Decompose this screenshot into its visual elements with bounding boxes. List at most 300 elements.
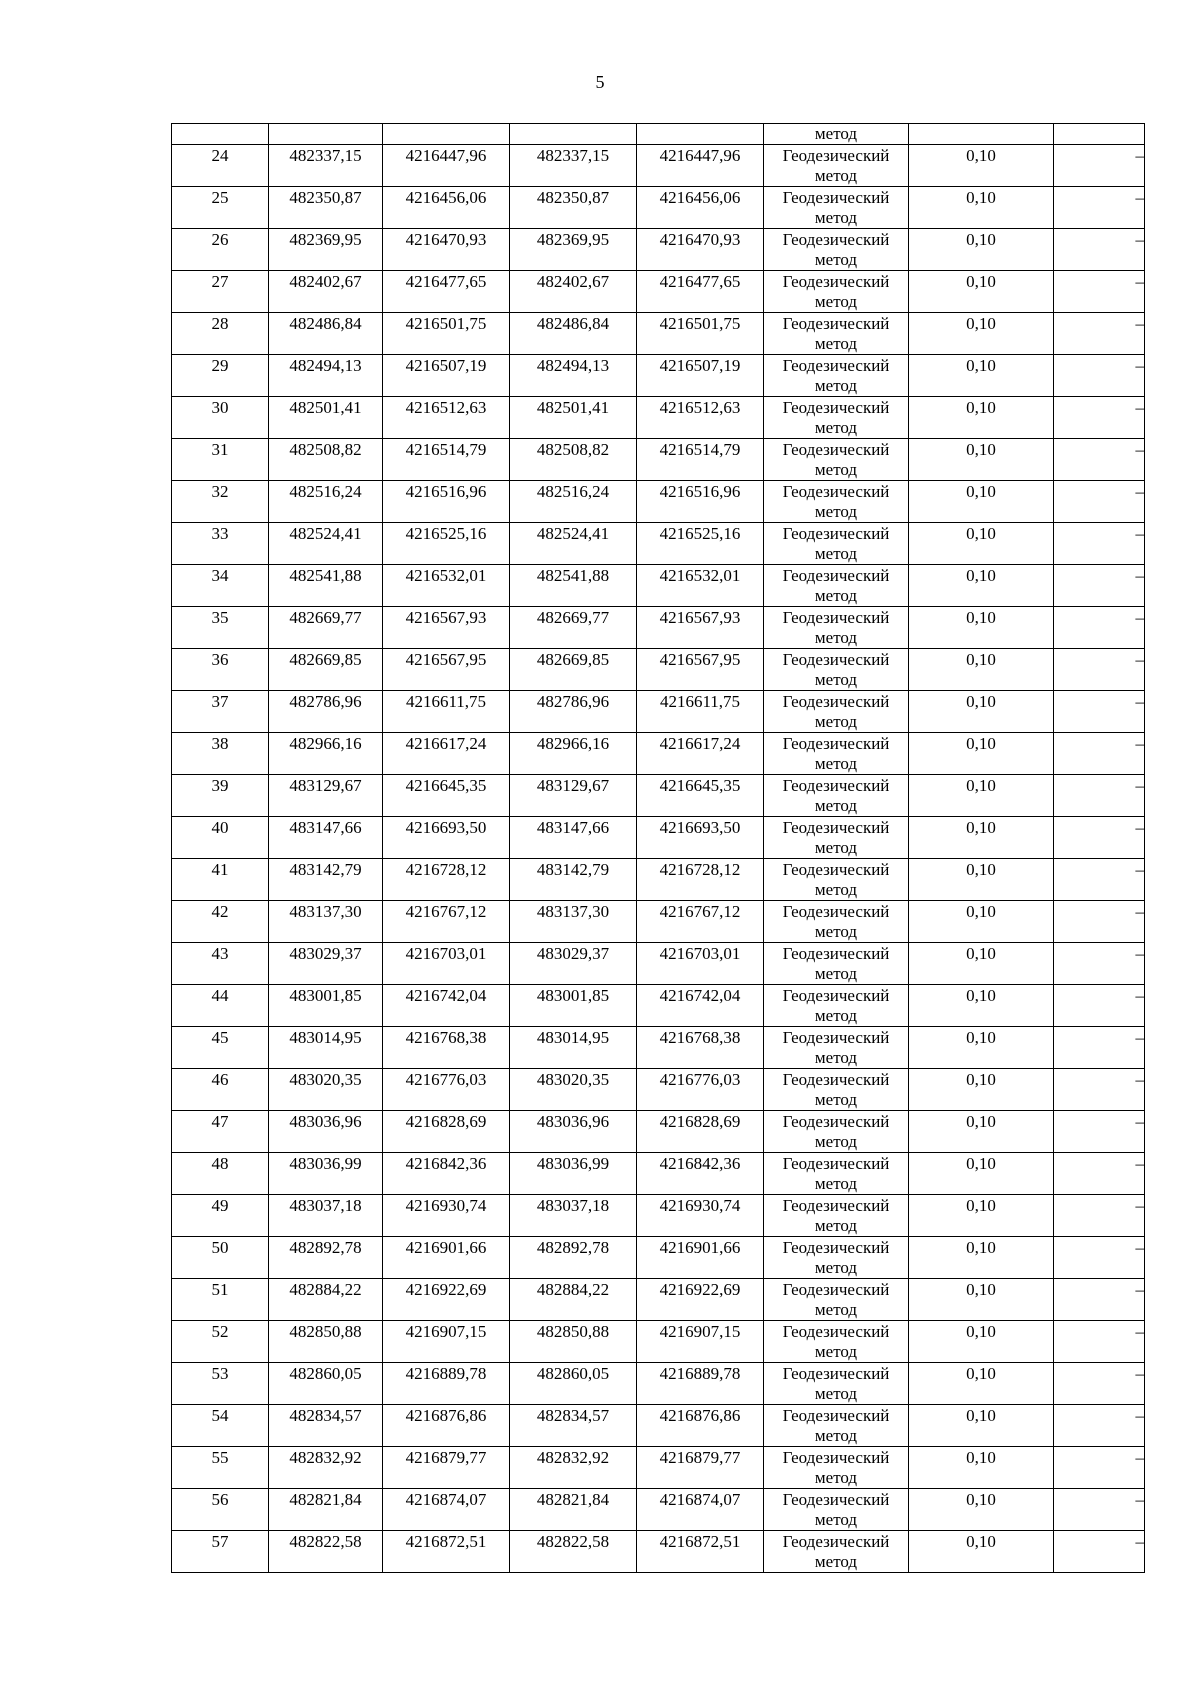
cell-y-refined: 4216501,75 xyxy=(637,313,764,355)
cell-accuracy: 0,10 xyxy=(909,1279,1054,1321)
cell-x-refined: 482494,13 xyxy=(510,355,637,397)
cell-x-existing: 482860,05 xyxy=(269,1363,383,1405)
method-line-1: Геодезический xyxy=(782,1322,890,1341)
method-line-1: Геодезический xyxy=(782,1406,890,1425)
method-line-1: Геодезический xyxy=(782,734,890,753)
method-line-1: Геодезический xyxy=(782,566,890,585)
cell-method xyxy=(764,187,909,229)
method-line-1: Геодезический xyxy=(782,650,890,669)
cell-x-refined: 482884,22 xyxy=(510,1279,637,1321)
cell-y-existing: 4216470,93 xyxy=(383,229,510,271)
cell-x-refined: 483036,96 xyxy=(510,1111,637,1153)
cell-x-existing: 482516,24 xyxy=(269,481,383,523)
cell-y-refined: 4216477,65 xyxy=(637,271,764,313)
cell-last: – xyxy=(1054,607,1145,649)
cell-accuracy: 0,10 xyxy=(909,775,1054,817)
cell-y-refined: 4216507,19 xyxy=(637,355,764,397)
cell-x-refined: 482669,77 xyxy=(510,607,637,649)
table-row xyxy=(172,481,1145,523)
cell-method xyxy=(764,145,909,187)
method-line-1: Геодезический xyxy=(782,1196,890,1215)
cell-x-existing: 482350,87 xyxy=(269,187,383,229)
cell-accuracy: 0,10 xyxy=(909,439,1054,481)
method-line-1: Геодезический xyxy=(782,902,890,921)
cell-x-existing: 483137,30 xyxy=(269,901,383,943)
table-row xyxy=(172,691,1145,733)
cell-method xyxy=(764,1237,909,1279)
cell-x-existing: 482822,58 xyxy=(269,1531,383,1573)
method-line-1: Геодезический xyxy=(782,1490,890,1509)
cell-point-number: 50 xyxy=(172,1237,269,1279)
cell-last: – xyxy=(1054,1489,1145,1531)
method-line-1: Геодезический xyxy=(782,272,890,291)
cell-accuracy: 0,10 xyxy=(909,691,1054,733)
cell-last: – xyxy=(1054,313,1145,355)
cell-y-existing: 4216776,03 xyxy=(383,1069,510,1111)
cell-y-existing: 4216742,04 xyxy=(383,985,510,1027)
table-row xyxy=(172,1321,1145,1363)
cell-last: – xyxy=(1054,1237,1145,1279)
cell-accuracy: 0,10 xyxy=(909,1111,1054,1153)
cell-y-refined: 4216907,15 xyxy=(637,1321,764,1363)
cell-point-number: 32 xyxy=(172,481,269,523)
cell-accuracy: 0,10 xyxy=(909,271,1054,313)
cell-point-number: 51 xyxy=(172,1279,269,1321)
cell-x-existing: 482541,88 xyxy=(269,565,383,607)
cell-x-refined: 482966,16 xyxy=(510,733,637,775)
cell-x-existing: 483142,79 xyxy=(269,859,383,901)
method-line-2: метод xyxy=(814,838,858,857)
cell-x-refined: 482860,05 xyxy=(510,1363,637,1405)
method-line-2: метод xyxy=(814,586,858,605)
cell-accuracy: 0,10 xyxy=(909,1321,1054,1363)
cell-y-existing: 4216512,63 xyxy=(383,397,510,439)
cell-x-existing: 482524,41 xyxy=(269,523,383,565)
cell-y-existing: 4216456,06 xyxy=(383,187,510,229)
cell-empty xyxy=(172,124,269,145)
method-line-2: метод xyxy=(814,712,858,731)
cell-y-refined: 4216525,16 xyxy=(637,523,764,565)
cell-y-existing: 4216930,74 xyxy=(383,1195,510,1237)
cell-y-existing: 4216876,86 xyxy=(383,1405,510,1447)
table-row xyxy=(172,145,1145,187)
method-line-2: метод xyxy=(814,628,858,647)
cell-method xyxy=(764,271,909,313)
table-row xyxy=(172,943,1145,985)
cell-y-existing: 4216872,51 xyxy=(383,1531,510,1573)
method-line-2: метод xyxy=(814,376,858,395)
cell-y-refined: 4216742,04 xyxy=(637,985,764,1027)
cell-method xyxy=(764,1195,909,1237)
cell-y-existing: 4216501,75 xyxy=(383,313,510,355)
cell-method xyxy=(764,1111,909,1153)
cell-point-number: 54 xyxy=(172,1405,269,1447)
table-row xyxy=(172,733,1145,775)
cell-y-existing: 4216507,19 xyxy=(383,355,510,397)
method-line-1: Геодезический xyxy=(782,1238,890,1257)
cell-last: – xyxy=(1054,1195,1145,1237)
cell-x-refined: 482337,15 xyxy=(510,145,637,187)
cell-x-existing: 483036,96 xyxy=(269,1111,383,1153)
cell-y-existing: 4216532,01 xyxy=(383,565,510,607)
cell-method xyxy=(764,1363,909,1405)
cell-accuracy: 0,10 xyxy=(909,1489,1054,1531)
cell-method xyxy=(764,565,909,607)
method-line-1: Геодезический xyxy=(782,1154,890,1173)
cell-y-existing: 4216889,78 xyxy=(383,1363,510,1405)
table-row xyxy=(172,565,1145,607)
method-line-2: метод xyxy=(814,1426,858,1445)
cell-last: – xyxy=(1054,901,1145,943)
table-row xyxy=(172,649,1145,691)
cell-accuracy: 0,10 xyxy=(909,145,1054,187)
table-row xyxy=(172,1027,1145,1069)
method-line-1: Геодезический xyxy=(782,944,890,963)
method-line-1: Геодезический xyxy=(782,1448,890,1467)
method-line-2: метод xyxy=(814,1300,858,1319)
method-line-2: метод xyxy=(814,1090,858,1109)
table-row xyxy=(172,775,1145,817)
table-row xyxy=(172,271,1145,313)
cell-method xyxy=(764,775,909,817)
method-line-1: Геодезический xyxy=(782,356,890,375)
cell-x-refined: 482834,57 xyxy=(510,1405,637,1447)
cell-point-number: 43 xyxy=(172,943,269,985)
cell-point-number: 24 xyxy=(172,145,269,187)
cell-y-refined: 4216532,01 xyxy=(637,565,764,607)
table-row xyxy=(172,439,1145,481)
cell-y-existing: 4216901,66 xyxy=(383,1237,510,1279)
cell-x-existing: 482832,92 xyxy=(269,1447,383,1489)
cell-x-existing: 483001,85 xyxy=(269,985,383,1027)
cell-point-number: 46 xyxy=(172,1069,269,1111)
cell-x-existing: 482669,85 xyxy=(269,649,383,691)
cell-x-existing: 482486,84 xyxy=(269,313,383,355)
method-line-2: метод xyxy=(814,922,858,941)
cell-accuracy: 0,10 xyxy=(909,607,1054,649)
cell-accuracy: 0,10 xyxy=(909,733,1054,775)
cell-last: – xyxy=(1054,985,1145,1027)
cell-point-number: 29 xyxy=(172,355,269,397)
cell-method xyxy=(764,1447,909,1489)
cell-last: – xyxy=(1054,271,1145,313)
cell-y-refined: 4216842,36 xyxy=(637,1153,764,1195)
cell-point-number: 27 xyxy=(172,271,269,313)
cell-accuracy: 0,10 xyxy=(909,1195,1054,1237)
cell-point-number: 26 xyxy=(172,229,269,271)
method-line-2: метод xyxy=(814,1342,858,1361)
cell-last: – xyxy=(1054,439,1145,481)
cell-empty xyxy=(510,124,637,145)
cell-x-existing: 482501,41 xyxy=(269,397,383,439)
cell-method xyxy=(764,649,909,691)
cell-x-existing: 482850,88 xyxy=(269,1321,383,1363)
cell-point-number: 57 xyxy=(172,1531,269,1573)
table-body xyxy=(172,124,1145,1573)
method-line-1: Геодезический xyxy=(782,1070,890,1089)
cell-x-existing: 482966,16 xyxy=(269,733,383,775)
cell-y-existing: 4216645,35 xyxy=(383,775,510,817)
cell-y-refined: 4216611,75 xyxy=(637,691,764,733)
cell-point-number: 31 xyxy=(172,439,269,481)
cell-x-refined: 483036,99 xyxy=(510,1153,637,1195)
cell-method xyxy=(764,355,909,397)
cell-x-refined: 482516,24 xyxy=(510,481,637,523)
cell-x-refined: 482350,87 xyxy=(510,187,637,229)
cell-x-refined: 483037,18 xyxy=(510,1195,637,1237)
cell-y-refined: 4216879,77 xyxy=(637,1447,764,1489)
cell-method xyxy=(764,817,909,859)
cell-y-refined: 4216872,51 xyxy=(637,1531,764,1573)
table-row xyxy=(172,397,1145,439)
cell-last: – xyxy=(1054,565,1145,607)
cell-point-number: 38 xyxy=(172,733,269,775)
table-row xyxy=(172,1237,1145,1279)
table-row xyxy=(172,1279,1145,1321)
table-row xyxy=(172,187,1145,229)
method-line-2: метод xyxy=(814,208,858,227)
cell-point-number: 53 xyxy=(172,1363,269,1405)
cell-y-refined: 4216567,95 xyxy=(637,649,764,691)
cell-y-refined: 4216645,35 xyxy=(637,775,764,817)
cell-x-existing: 482892,78 xyxy=(269,1237,383,1279)
cell-y-existing: 4216516,96 xyxy=(383,481,510,523)
cell-x-refined: 483147,66 xyxy=(510,817,637,859)
cell-accuracy: 0,10 xyxy=(909,355,1054,397)
cell-accuracy: 0,10 xyxy=(909,187,1054,229)
cell-last: – xyxy=(1054,145,1145,187)
method-line-2: метод xyxy=(814,1216,858,1235)
coordinates-table xyxy=(171,123,1145,1573)
cell-accuracy: 0,10 xyxy=(909,985,1054,1027)
method-line-2: метод xyxy=(814,1468,858,1487)
method-line-1: Геодезический xyxy=(782,398,890,417)
cell-y-refined: 4216516,96 xyxy=(637,481,764,523)
table-row xyxy=(172,1069,1145,1111)
cell-point-number: 56 xyxy=(172,1489,269,1531)
cell-last: – xyxy=(1054,229,1145,271)
cell-accuracy: 0,10 xyxy=(909,1363,1054,1405)
cell-y-existing: 4216874,07 xyxy=(383,1489,510,1531)
table-row xyxy=(172,1447,1145,1489)
cell-method xyxy=(764,1279,909,1321)
cell-y-refined: 4216447,96 xyxy=(637,145,764,187)
cell-method xyxy=(764,985,909,1027)
cell-method xyxy=(764,1405,909,1447)
table-row-continuation xyxy=(172,124,1145,145)
cell-point-number: 55 xyxy=(172,1447,269,1489)
table-row xyxy=(172,523,1145,565)
cell-method xyxy=(764,439,909,481)
cell-y-refined: 4216922,69 xyxy=(637,1279,764,1321)
cell-y-existing: 4216525,16 xyxy=(383,523,510,565)
cell-x-existing: 482669,77 xyxy=(269,607,383,649)
cell-y-existing: 4216611,75 xyxy=(383,691,510,733)
cell-y-existing: 4216879,77 xyxy=(383,1447,510,1489)
cell-accuracy: 0,10 xyxy=(909,1405,1054,1447)
method-line-2: метод xyxy=(814,418,858,437)
cell-y-existing: 4216514,79 xyxy=(383,439,510,481)
table-row xyxy=(172,229,1145,271)
cell-x-refined: 483029,37 xyxy=(510,943,637,985)
method-line-1: Геодезический xyxy=(782,1028,890,1047)
cell-y-refined: 4216456,06 xyxy=(637,187,764,229)
cell-y-refined: 4216889,78 xyxy=(637,1363,764,1405)
cell-last: – xyxy=(1054,523,1145,565)
cell-last: – xyxy=(1054,943,1145,985)
cell-accuracy: 0,10 xyxy=(909,565,1054,607)
cell-x-existing: 483147,66 xyxy=(269,817,383,859)
cell-y-refined: 4216512,63 xyxy=(637,397,764,439)
method-line-2: метод xyxy=(814,1048,858,1067)
method-line-1: Геодезический xyxy=(782,1112,890,1131)
cell-y-existing: 4216477,65 xyxy=(383,271,510,313)
cell-x-existing: 483020,35 xyxy=(269,1069,383,1111)
cell-accuracy: 0,10 xyxy=(909,649,1054,691)
cell-y-refined: 4216703,01 xyxy=(637,943,764,985)
method-line-2: метод xyxy=(814,670,858,689)
cell-method xyxy=(764,523,909,565)
table-row xyxy=(172,355,1145,397)
method-line-1: Геодезический xyxy=(782,524,890,543)
method-line-2: метод xyxy=(814,796,858,815)
table-row xyxy=(172,1195,1145,1237)
cell-point-number: 39 xyxy=(172,775,269,817)
method-line-2: метод xyxy=(814,166,858,185)
cell-accuracy: 0,10 xyxy=(909,1027,1054,1069)
method-line-2: метод xyxy=(814,1258,858,1277)
cell-x-existing: 482494,13 xyxy=(269,355,383,397)
cell-accuracy: 0,10 xyxy=(909,1237,1054,1279)
cell-x-existing: 482884,22 xyxy=(269,1279,383,1321)
cell-x-refined: 483001,85 xyxy=(510,985,637,1027)
method-line-1: Геодезический xyxy=(782,230,890,249)
cell-y-refined: 4216901,66 xyxy=(637,1237,764,1279)
cell-y-existing: 4216703,01 xyxy=(383,943,510,985)
cell-accuracy: 0,10 xyxy=(909,1531,1054,1573)
cell-point-number: 41 xyxy=(172,859,269,901)
cell-last: – xyxy=(1054,355,1145,397)
method-line-2: метод xyxy=(814,544,858,563)
cell-point-number: 48 xyxy=(172,1153,269,1195)
cell-y-refined: 4216514,79 xyxy=(637,439,764,481)
cell-x-existing: 482786,96 xyxy=(269,691,383,733)
cell-x-refined: 483142,79 xyxy=(510,859,637,901)
cell-y-existing: 4216567,95 xyxy=(383,649,510,691)
cell-x-refined: 482822,58 xyxy=(510,1531,637,1573)
cell-method xyxy=(764,733,909,775)
cell-y-existing: 4216828,69 xyxy=(383,1111,510,1153)
cell-y-existing: 4216842,36 xyxy=(383,1153,510,1195)
cell-last: – xyxy=(1054,733,1145,775)
cell-accuracy: 0,10 xyxy=(909,943,1054,985)
cell-last: – xyxy=(1054,1363,1145,1405)
cell-last: – xyxy=(1054,1321,1145,1363)
cell-accuracy: 0,10 xyxy=(909,1153,1054,1195)
method-line-1: Геодезический xyxy=(782,860,890,879)
cell-x-refined: 483020,35 xyxy=(510,1069,637,1111)
cell-y-existing: 4216567,93 xyxy=(383,607,510,649)
cell-empty xyxy=(909,124,1054,145)
cell-last: – xyxy=(1054,187,1145,229)
table-row xyxy=(172,859,1145,901)
cell-x-existing: 482337,15 xyxy=(269,145,383,187)
cell-y-refined: 4216930,74 xyxy=(637,1195,764,1237)
cell-point-number: 52 xyxy=(172,1321,269,1363)
cell-last: – xyxy=(1054,1405,1145,1447)
cell-y-refined: 4216767,12 xyxy=(637,901,764,943)
cell-method xyxy=(764,691,909,733)
cell-method xyxy=(764,1489,909,1531)
cell-x-refined: 482821,84 xyxy=(510,1489,637,1531)
cell-x-refined: 482892,78 xyxy=(510,1237,637,1279)
cell-last: – xyxy=(1054,1027,1145,1069)
cell-x-refined: 482850,88 xyxy=(510,1321,637,1363)
cell-y-existing: 4216447,96 xyxy=(383,145,510,187)
cell-x-existing: 482369,95 xyxy=(269,229,383,271)
method-line-1: Геодезический xyxy=(782,146,890,165)
cell-y-refined: 4216768,38 xyxy=(637,1027,764,1069)
cell-method xyxy=(764,943,909,985)
cell-x-refined: 482402,67 xyxy=(510,271,637,313)
table-row xyxy=(172,1489,1145,1531)
method-line-1: Геодезический xyxy=(782,482,890,501)
cell-last: – xyxy=(1054,1447,1145,1489)
cell-point-number: 35 xyxy=(172,607,269,649)
table-row xyxy=(172,817,1145,859)
cell-point-number: 33 xyxy=(172,523,269,565)
cell-x-existing: 482821,84 xyxy=(269,1489,383,1531)
method-line-2: метод xyxy=(814,964,858,983)
cell-empty xyxy=(269,124,383,145)
method-line-2: метод xyxy=(814,754,858,773)
method-line-2: метод xyxy=(814,502,858,521)
cell-point-number: 47 xyxy=(172,1111,269,1153)
cell-x-refined: 483129,67 xyxy=(510,775,637,817)
table-row xyxy=(172,607,1145,649)
cell-last: – xyxy=(1054,481,1145,523)
cell-x-existing: 483036,99 xyxy=(269,1153,383,1195)
cell-last: – xyxy=(1054,691,1145,733)
method-line-1: Геодезический xyxy=(782,1532,890,1551)
cell-point-number: 42 xyxy=(172,901,269,943)
cell-y-existing: 4216617,24 xyxy=(383,733,510,775)
method-line-1: Геодезический xyxy=(782,1280,890,1299)
cell-accuracy: 0,10 xyxy=(909,481,1054,523)
method-line-1: Геодезический xyxy=(782,1364,890,1383)
method-line-2: метод xyxy=(814,880,858,899)
cell-method xyxy=(764,1321,909,1363)
cell-accuracy: 0,10 xyxy=(909,1447,1054,1489)
table-row xyxy=(172,1111,1145,1153)
cell-x-existing: 482834,57 xyxy=(269,1405,383,1447)
method-line-2: метод xyxy=(814,1174,858,1193)
cell-point-number: 44 xyxy=(172,985,269,1027)
cell-y-refined: 4216567,93 xyxy=(637,607,764,649)
cell-last: – xyxy=(1054,859,1145,901)
cell-x-refined: 482832,92 xyxy=(510,1447,637,1489)
cell-accuracy: 0,10 xyxy=(909,313,1054,355)
table-row xyxy=(172,1531,1145,1573)
cell-point-number: 40 xyxy=(172,817,269,859)
method-line-2: метод xyxy=(814,292,858,311)
cell-x-refined: 482669,85 xyxy=(510,649,637,691)
method-line-1: Геодезический xyxy=(782,440,890,459)
cell-y-refined: 4216874,07 xyxy=(637,1489,764,1531)
method-line-2: метод xyxy=(814,250,858,269)
cell-x-refined: 482524,41 xyxy=(510,523,637,565)
cell-last: – xyxy=(1054,775,1145,817)
